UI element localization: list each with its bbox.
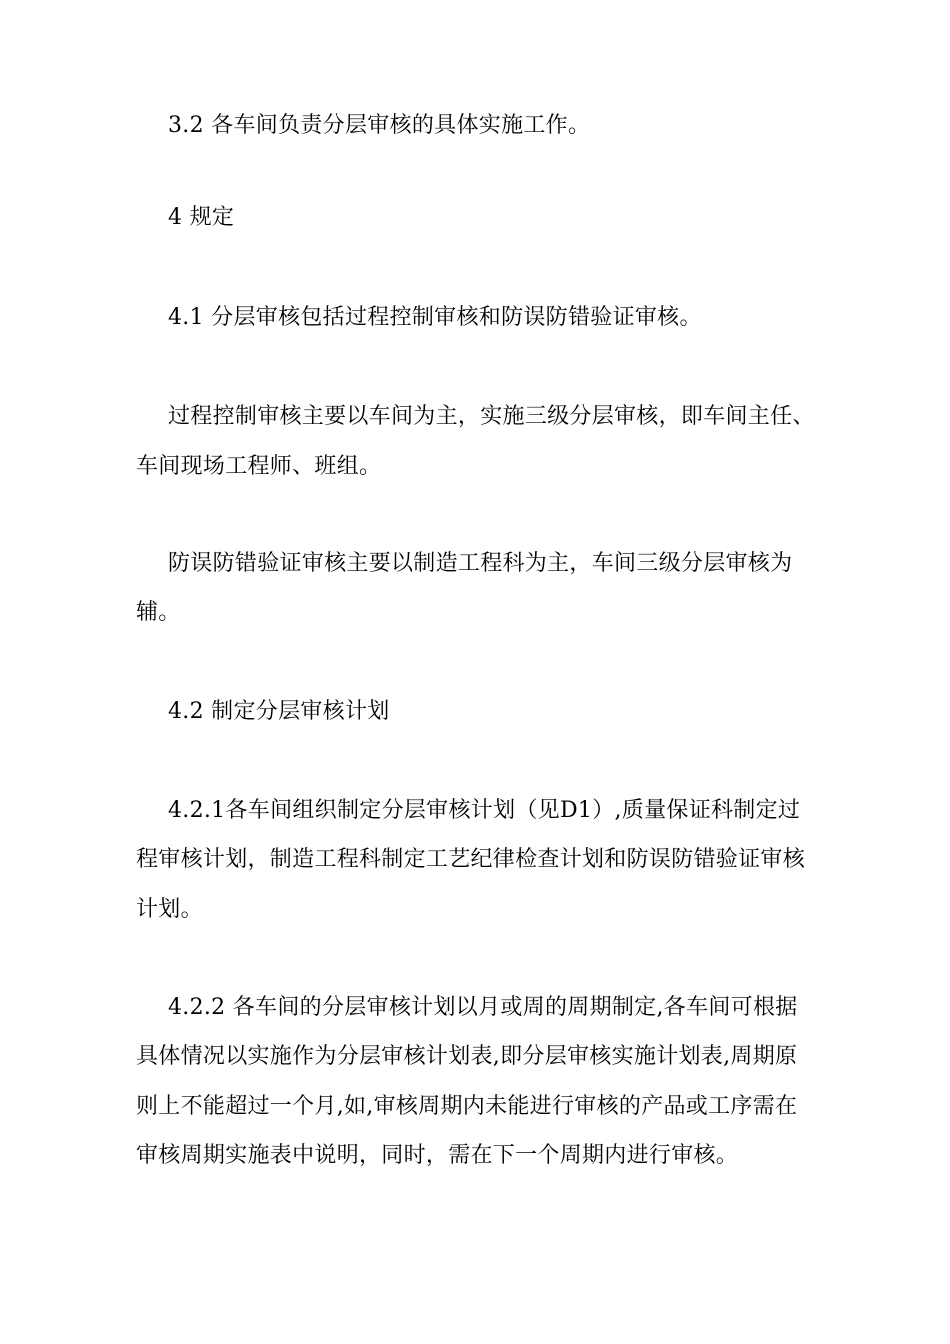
section-4-2-1-line-1: 4.2.1各车间组织制定分层审核计划（见D1）,质量保证科制定过 <box>168 798 801 823</box>
section-3-2-text: 3.2 各车间负责分层审核的具体实施工作。 <box>168 113 591 138</box>
section-4-1-text: 4.1 分层审核包括过程控制审核和防误防错验证审核。 <box>168 305 702 330</box>
section-4-2-heading: 4.2 制定分层审核计划 <box>168 699 390 724</box>
section-4-2-2-line-3: 则上不能超过一个月,如,审核周期内未能进行审核的产品或工序需在 <box>136 1094 798 1119</box>
section-4-2-1-line-2: 程审核计划，制造工程科制定工艺纪律检查计划和防误防错验证审核 <box>136 847 806 872</box>
section-4-2-1-line-3: 计划。 <box>136 897 203 922</box>
section-4-2-2-line-2: 具体情况以实施作为分层审核计划表,即分层审核实施计划表,周期原 <box>136 1044 798 1069</box>
section-4-heading: 4 规定 <box>168 205 235 230</box>
paragraph-error-proofing-line-1: 防误防错验证审核主要以制造工程科为主，车间三级分层审核为 <box>168 551 793 576</box>
paragraph-process-audit-line-1: 过程控制审核主要以车间为主，实施三级分层审核，即车间主任、 <box>168 404 815 429</box>
section-4-2-2-line-4: 审核周期实施表中说明，同时，需在下一个周期内进行审核。 <box>136 1143 739 1168</box>
section-4-2-2-line-1: 4.2.2 各车间的分层审核计划以月或周的周期制定,各车间可根据 <box>168 995 798 1020</box>
paragraph-error-proofing-line-2: 辅。 <box>136 600 181 625</box>
paragraph-process-audit-line-2: 车间现场工程师、班组。 <box>136 454 382 479</box>
